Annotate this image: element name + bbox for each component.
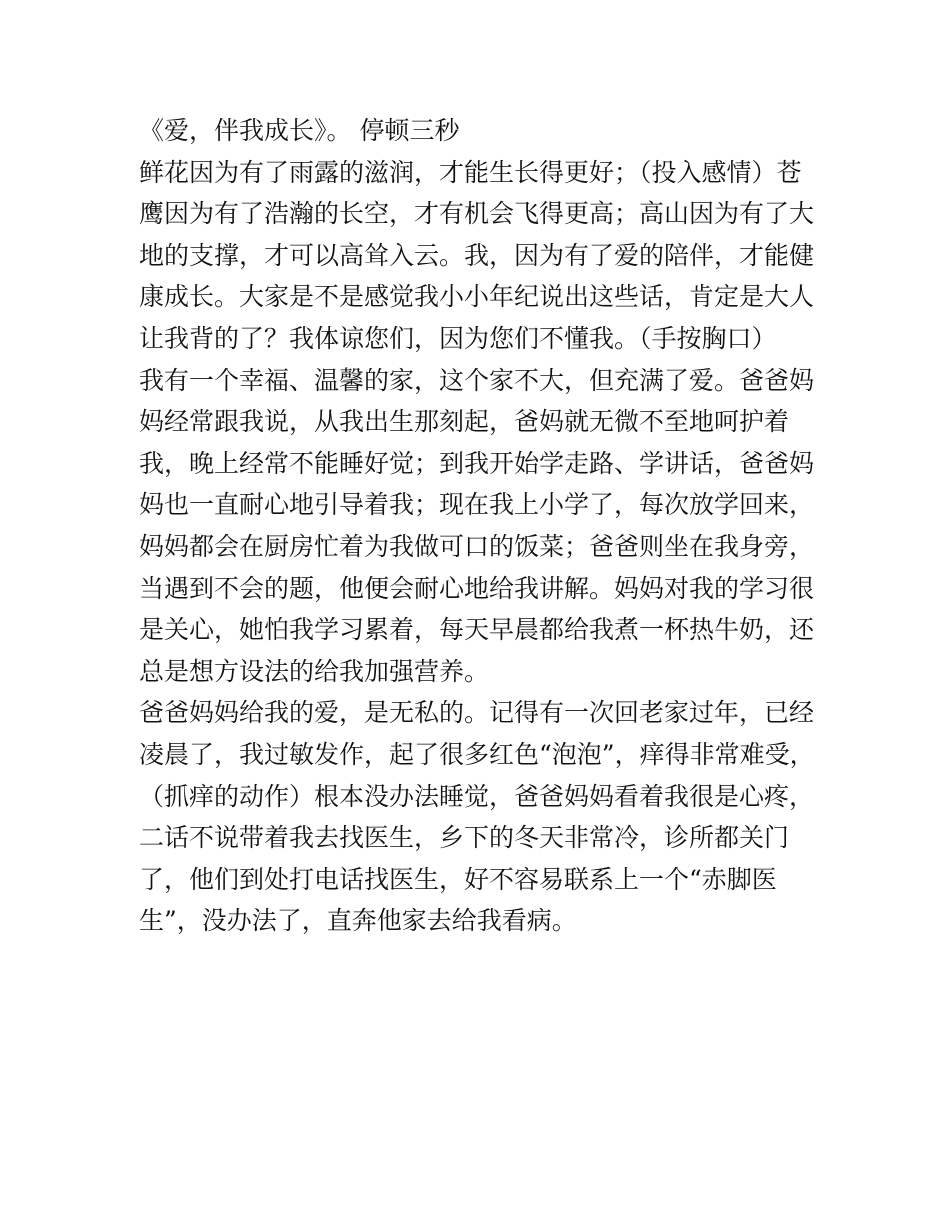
text-line: 让我背的了？我体谅您们，因为您们不懂我。（手按胸口） [139,323,777,353]
text-line: 鲜花因为有了雨露的滋润，才能生长得更好；（投入感情）苍 [139,157,802,187]
text-line: 爸爸妈妈给我的爱，是无私的。记得有一次回老家过年，已经 [139,698,815,728]
text-line: 凌晨了，我过敏发作，起了很多红色“泡泡”，痒得非常难受， [139,739,815,769]
text-line: 二话不说带着我去找医生，乡下的冬天非常冷，诊所都关门 [139,823,790,853]
text-line: （抓痒的动作）根本没办法睡觉，爸爸妈妈看着我很是心疼， [139,781,815,811]
text-line: 康成长。大家是不是感觉我小小年纪说出这些话，肯定是大人 [139,282,815,312]
text-line: 地的支撑，才可以高耸入云。我，因为有了爱的陪伴，才能健 [139,240,815,270]
text-line: 妈经常跟我说，从我出生那刻起，爸妈就无微不至地呵护着 [139,407,790,437]
text-line: 妈也一直耐心地引导着我；现在我上小学了，每次放学回来， [139,490,815,520]
text-line: 妈妈都会在厨房忙着为我做可口的饭菜；爸爸则坐在我身旁， [139,531,815,561]
text-line: 生”，没办法了，直奔他家去给我看病。 [139,906,577,936]
text-line: 鹰因为有了浩瀚的长空，才有机会飞得更高；高山因为有了大 [139,199,815,229]
text-line: 当遇到不会的题，他便会耐心地给我讲解。妈妈对我的学习很 [139,573,815,603]
text-line: 是关心，她怕我学习累着，每天早晨都给我煮一杯热牛奶，还 [139,615,815,645]
text-line: 总是想方设法的给我加强营养。 [139,656,490,686]
document-body [139,110,829,942]
text-line: 我有一个幸福、温馨的家，这个家不大，但充满了爱。爸爸妈 [139,365,815,395]
text-line: 我，晚上经常不能睡好觉；到我开始学走路、学讲话，爸爸妈 [139,448,815,478]
text-line: 了，他们到处打电话找医生，好不容易联系上一个“赤脚医 [139,864,777,894]
document-title: 《爱，伴我成长》。 停顿三秒 [139,116,460,145]
